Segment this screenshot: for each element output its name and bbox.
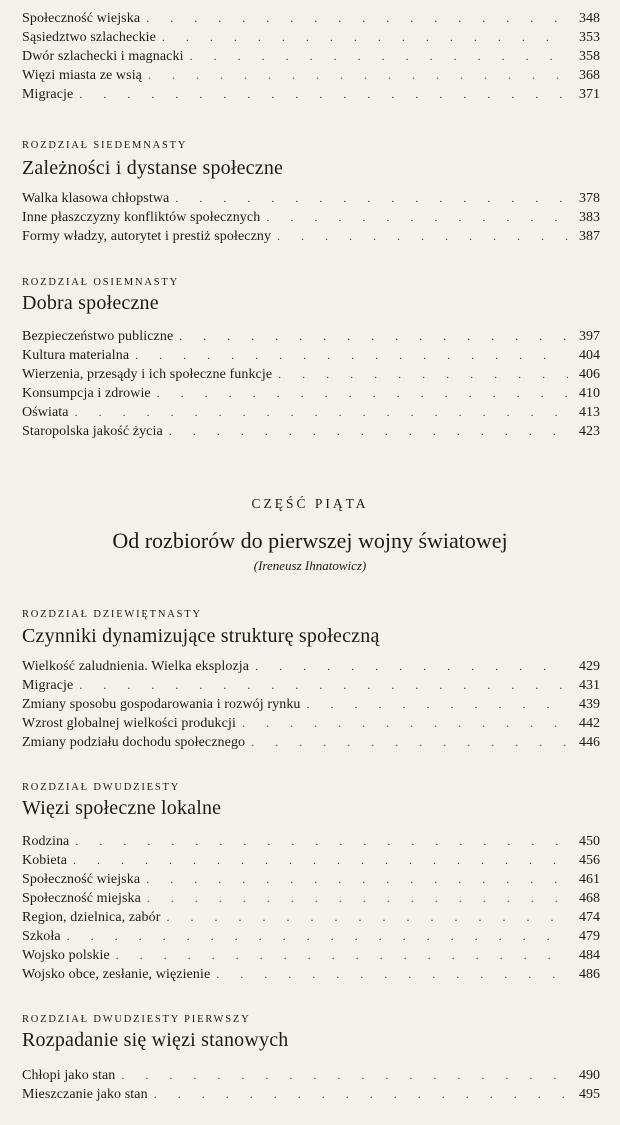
entry-title: Wojsko polskie [22, 948, 110, 963]
toc-entry [22, 714, 600, 733]
leader-dots [79, 676, 568, 695]
entry-page: 431 [579, 678, 600, 693]
leader-dots [179, 327, 568, 346]
entry-title: Społeczność miejska [22, 891, 141, 906]
chapter-18-label: ROZDZIAŁ OSIEMNASTY [22, 277, 179, 288]
entry-title: Oświata [22, 405, 69, 420]
toc-entry [22, 657, 600, 676]
toc-entry [22, 908, 600, 927]
entry-title: Szkoła [22, 929, 61, 944]
entry-page: 468 [579, 891, 600, 906]
entry-title: Rodzina [22, 834, 70, 849]
entry-title: Sąsiedztwo szlacheckie [22, 30, 156, 45]
entry-title: Kultura materialna [22, 348, 130, 363]
chapter-17-label: ROZDZIAŁ SIEDEMNASTY [22, 140, 188, 151]
leader-dots [116, 946, 568, 965]
part-5-label: CZĘŚĆ PIĄTA [251, 496, 369, 511]
leader-dots [146, 9, 568, 28]
chapter-21-title: Rozpadanie się więzi stanowych [22, 1029, 289, 1051]
toc-entry [22, 9, 600, 28]
toc-entry [22, 85, 600, 104]
entry-title: Staropolska jakość życia [22, 424, 163, 439]
entry-title: Wojsko obce, zesłanie, więzienie [22, 967, 211, 982]
toc-entry [22, 208, 600, 227]
entry-page: 456 [579, 853, 600, 868]
entry-page: 358 [579, 49, 600, 64]
entry-title: Mieszczanie jako stan [22, 1087, 148, 1102]
toc-entry [22, 832, 600, 851]
toc-entry [22, 927, 600, 946]
entry-title: Region, dzielnica, zabór [22, 910, 161, 925]
toc-top-list [22, 9, 600, 104]
entry-page: 479 [579, 929, 600, 944]
leader-dots [75, 832, 568, 851]
entry-title: Migracje [22, 87, 74, 102]
leader-dots [73, 851, 568, 870]
entry-page: 397 [579, 329, 600, 344]
leader-dots [121, 1066, 568, 1085]
entry-title: Wielkość zaludnienia. Wielka eksplozja [22, 659, 250, 674]
entry-title: Społeczność wiejska [22, 11, 141, 26]
toc-entry [22, 227, 600, 246]
entry-page: 484 [579, 948, 600, 963]
entry-page: 429 [579, 659, 600, 674]
entry-title: Formy władzy, autorytet i prestiż społeczny [22, 229, 272, 244]
chapter-17-entries [22, 189, 600, 246]
toc-entry [22, 695, 600, 714]
leader-dots [157, 384, 568, 403]
leader-dots [79, 85, 568, 104]
toc-entry [22, 1085, 600, 1104]
leader-dots [154, 1085, 568, 1104]
entry-page: 404 [579, 348, 600, 363]
toc-entry [22, 676, 600, 695]
chapter-20-entries [22, 832, 600, 984]
entry-title: Zmiany sposobu gospodarowania i rozwój rynku [22, 697, 301, 712]
toc-entry [22, 946, 600, 965]
entry-page: 413 [579, 405, 600, 420]
leader-dots [242, 714, 568, 733]
entry-title: Dwór szlachecki i magnacki [22, 49, 184, 64]
entry-title: Kobieta [22, 853, 68, 868]
chapter-21-entries [22, 1066, 600, 1104]
toc-entry [22, 365, 600, 384]
entry-title: Zmiany podziału dochodu społecznego [22, 735, 246, 750]
toc-entry [22, 851, 600, 870]
entry-page: 368 [579, 68, 600, 83]
entry-page: 406 [579, 367, 600, 382]
leader-dots [169, 422, 568, 441]
toc-entry [22, 66, 600, 85]
entry-page: 353 [579, 30, 600, 45]
toc-entry [22, 327, 600, 346]
toc-entry [22, 870, 600, 889]
toc-entry [22, 47, 600, 66]
chapter-19-label: ROZDZIAŁ DZIEWIĘTNASTY [22, 609, 202, 620]
entry-title: Więzi miasta ze wsią [22, 68, 142, 83]
toc-entry [22, 346, 600, 365]
leader-dots [277, 227, 568, 246]
leader-dots [148, 66, 568, 85]
entry-page: 450 [579, 834, 600, 849]
leader-dots [216, 965, 568, 984]
entry-page: 348 [579, 11, 600, 26]
entry-page: 461 [579, 872, 600, 887]
entry-title: Wierzenia, przesądy i ich społeczne funkcje [22, 367, 273, 382]
chapter-19-entries [22, 657, 600, 752]
entry-page: 442 [579, 716, 600, 731]
toc-entry [22, 889, 600, 908]
leader-dots [175, 189, 568, 208]
entry-page: 474 [579, 910, 600, 925]
leader-dots [307, 695, 568, 714]
entry-title: Konsumpcja i zdrowie [22, 386, 151, 401]
leader-dots [67, 927, 568, 946]
entry-page: 371 [579, 87, 600, 102]
entry-title: Walka klasowa chłopstwa [22, 191, 170, 206]
entry-title: Inne płaszczyzny konfliktów społecznych [22, 210, 261, 225]
toc-entry [22, 189, 600, 208]
entry-title: Chłopi jako stan [22, 1068, 116, 1083]
entry-page: 423 [579, 424, 600, 439]
leader-dots [147, 889, 568, 908]
leader-dots [162, 28, 568, 47]
toc-entry [22, 422, 600, 441]
part-5-title: Od rozbiorów do pierwszej wojny światowej [112, 528, 508, 553]
entry-page: 383 [579, 210, 600, 225]
toc-entry [22, 384, 600, 403]
leader-dots [278, 365, 568, 384]
chapter-17-title: Zależności i dystanse społeczne [22, 157, 284, 179]
leader-dots [166, 908, 568, 927]
leader-dots [266, 208, 568, 227]
chapter-20-label: ROZDZIAŁ DWUDZIESTY [22, 782, 181, 793]
entry-page: 439 [579, 697, 600, 712]
entry-page: 486 [579, 967, 600, 982]
toc-entry [22, 403, 600, 422]
toc-entry [22, 733, 600, 752]
chapter-19-title: Czynniki dynamizujące strukturę społeczną [22, 625, 380, 647]
entry-page: 378 [579, 191, 600, 206]
part-5-author: (Ireneusz Ihnatowicz) [253, 558, 367, 573]
entry-page: 446 [579, 735, 600, 750]
leader-dots [255, 657, 568, 676]
chapter-18-entries [22, 327, 600, 441]
toc-entry [22, 965, 600, 984]
entry-page: 490 [579, 1068, 600, 1083]
chapter-21-label: ROZDZIAŁ DWUDZIESTY PIERWSZY [22, 1014, 251, 1025]
entry-title: Migracje [22, 678, 74, 693]
leader-dots [75, 403, 568, 422]
entry-page: 410 [579, 386, 600, 401]
toc-entry [22, 28, 600, 47]
entry-title: Społeczność wiejska [22, 872, 141, 887]
leader-dots [251, 733, 568, 752]
leader-dots [190, 47, 568, 66]
leader-dots [146, 870, 568, 889]
entry-page: 495 [579, 1087, 600, 1102]
entry-page: 387 [579, 229, 600, 244]
chapter-18-title: Dobra społeczne [22, 292, 159, 314]
chapter-20-title: Więzi społeczne lokalne [22, 797, 222, 819]
entry-title: Bezpieczeństwo publiczne [22, 329, 174, 344]
toc-entry [22, 1066, 600, 1085]
entry-title: Wzrost globalnej wielkości produkcji [22, 716, 236, 731]
leader-dots [135, 346, 568, 365]
